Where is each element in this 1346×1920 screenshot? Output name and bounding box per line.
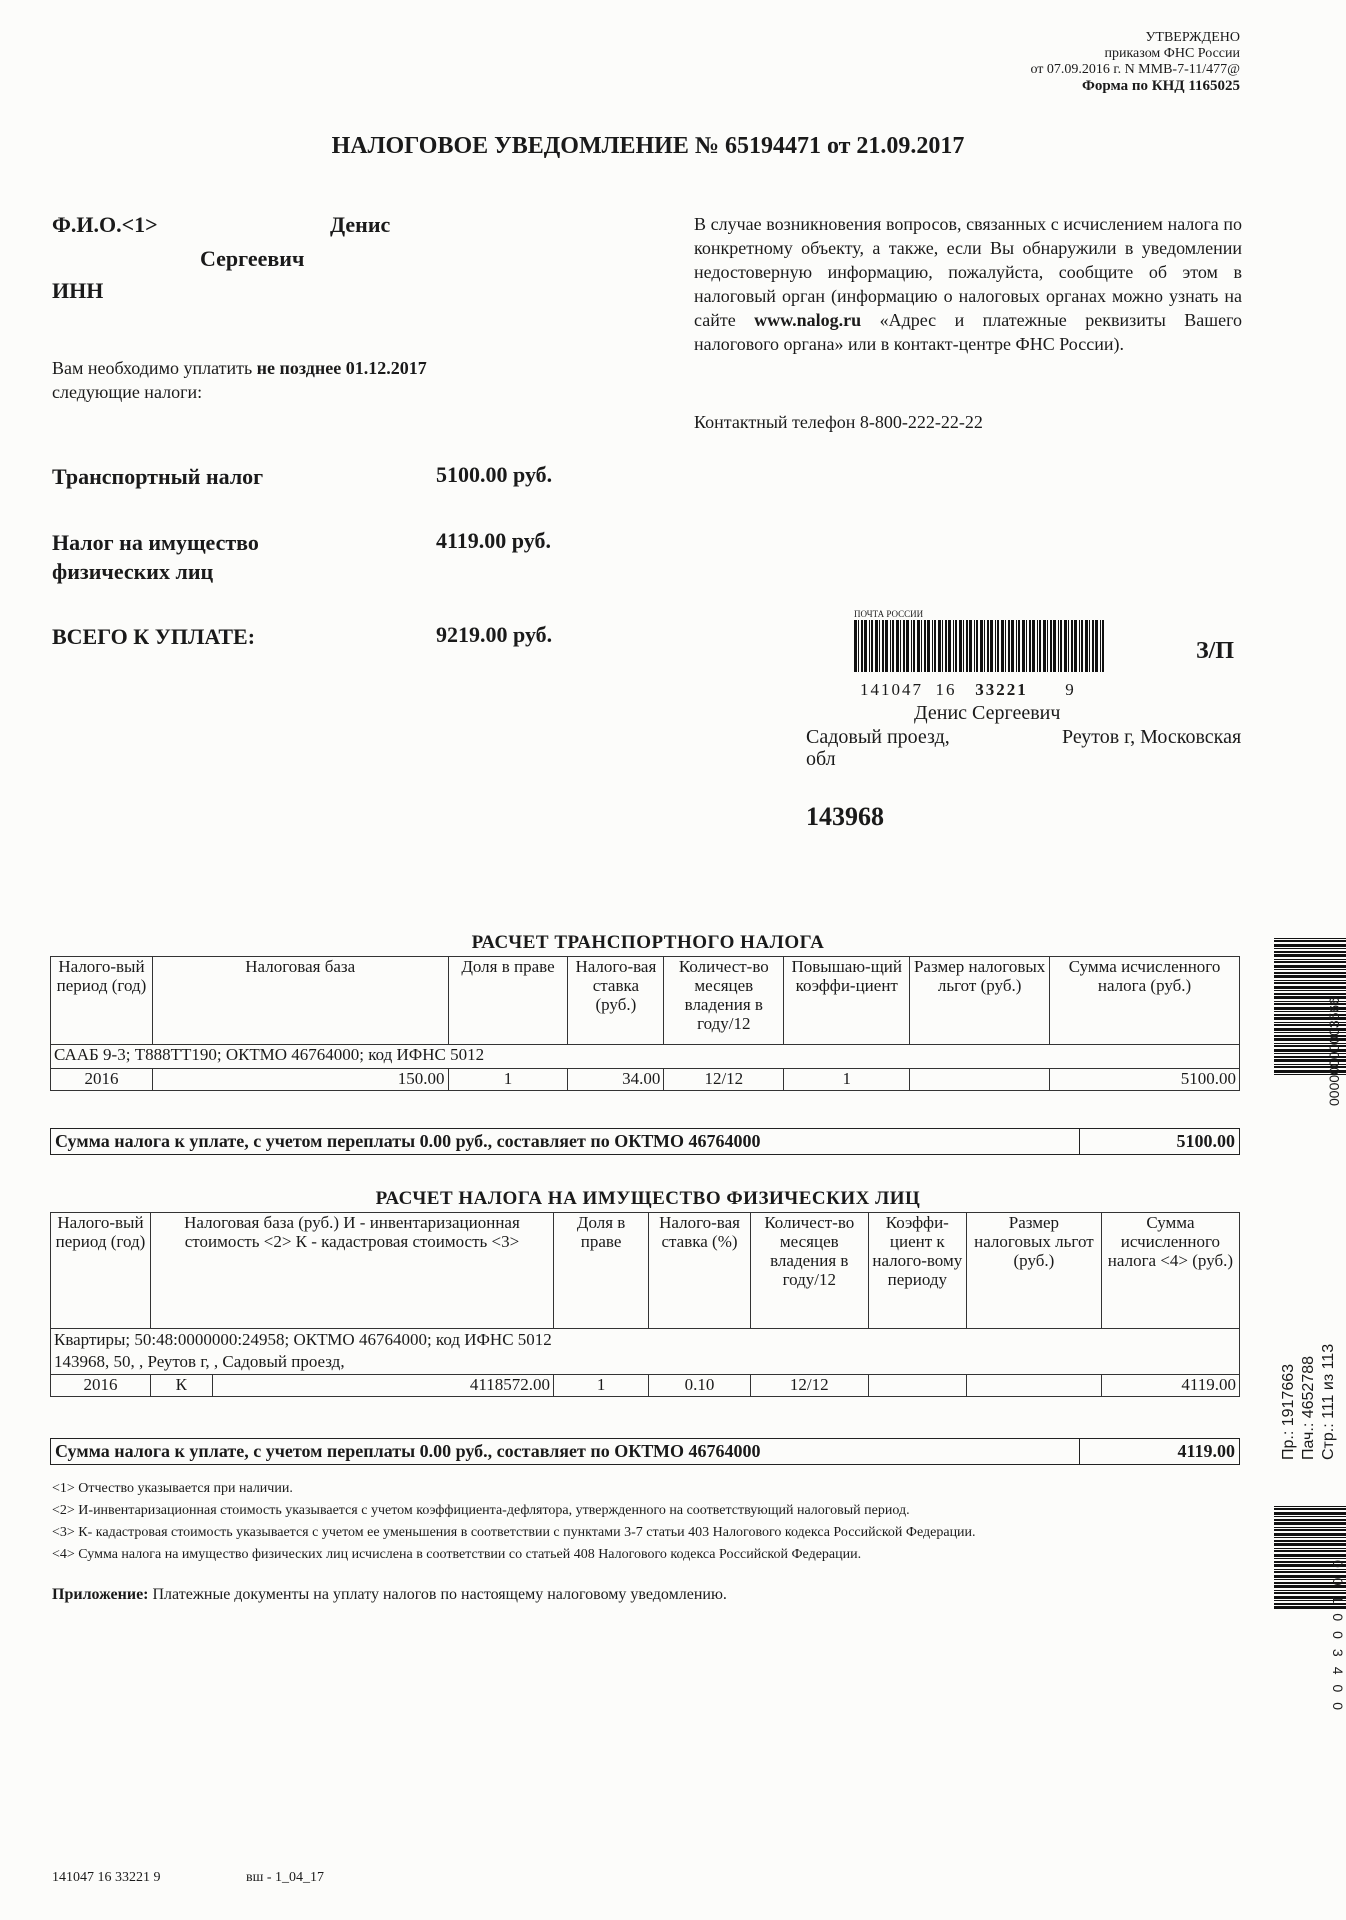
barcode-stripe — [879, 620, 880, 672]
barcode-stripe — [945, 620, 947, 672]
barcode-stripe — [984, 620, 985, 672]
barcode-stripe — [995, 620, 996, 672]
barcode-stripe — [963, 620, 964, 672]
transport-cell-share: 1 — [448, 1069, 568, 1091]
barcode-stripe — [882, 620, 884, 672]
barcode-stripe — [911, 620, 912, 672]
barcode-stripe — [1064, 620, 1067, 672]
barcode-stripe — [875, 620, 878, 672]
barcode-stripe — [1274, 1558, 1346, 1559]
barcode-stripe — [917, 620, 920, 672]
barcode-stripe — [1089, 620, 1090, 672]
barcode-stripe — [1008, 620, 1010, 672]
footnote-4: <4> Сумма налога на имущество физических лиц исчислена в соответствии со статьей 408 Налогового кодекса Российской Федерации. — [52, 1547, 862, 1562]
barcode-stripe — [938, 620, 941, 672]
contact-phone: Контактный телефон 8-800-222-22-22 — [694, 412, 983, 432]
footer-version: вш - 1_04_17 — [246, 1870, 325, 1885]
payment-line2: следующие налоги: — [52, 382, 203, 402]
barcode-stripe — [1022, 620, 1025, 672]
barcode-stripe — [1016, 620, 1017, 672]
side-pr: Пр.: 1917663 — [1280, 1363, 1297, 1460]
property-header-base: Налоговая база (руб.) И - инвентаризационная стоимость <2> К - кадастровая стоимость <3> — [150, 1213, 553, 1329]
barcode-stripe — [1274, 980, 1346, 981]
barcode-stripe — [1274, 965, 1346, 968]
payment-instruction — [52, 356, 427, 404]
side-barcode-digits: 00000000003566 — [1326, 996, 1342, 1106]
transport-cell-period: 2016 — [51, 1069, 153, 1091]
property-table — [50, 1212, 1240, 1397]
barcode-stripe — [1274, 954, 1346, 957]
barcode-stripe — [1274, 1508, 1346, 1510]
transport-header-months: Количест-во месяцев владения в году/12 — [664, 957, 784, 1045]
transport-cell-rate: 34.00 — [568, 1069, 664, 1091]
barcode-stripe — [934, 620, 936, 672]
property-header-months: Количест-во месяцев владения в году/12 — [750, 1213, 868, 1329]
barcode-stripe — [1071, 620, 1073, 672]
appendix-text: Платежные документы на уплату налогов по настоящему налоговому уведомлению. — [148, 1586, 727, 1603]
approved-label: УТВЕРЖДЕНО — [1145, 30, 1240, 45]
barcode-stripe — [1274, 993, 1346, 995]
transport-header-period: Налого-вый период (год) — [51, 957, 153, 1045]
barcode-stripe — [1274, 1550, 1346, 1552]
barcode-stripe — [1100, 620, 1101, 672]
barcode-stripe — [1074, 620, 1077, 672]
total-label: ВСЕГО К УПЛАТЕ: — [52, 624, 256, 649]
property-cell-benefits — [966, 1375, 1101, 1397]
barcode-stripe — [861, 620, 863, 672]
transport-header-benefits: Размер налоговых льгот (руб.) — [910, 957, 1050, 1045]
barcode-stripe — [1274, 1512, 1346, 1515]
transport-table — [50, 956, 1240, 1091]
barcode-stripe — [1274, 938, 1346, 939]
property-cell-months: 12/12 — [750, 1375, 868, 1397]
tax-label-transport: Транспортный налог — [52, 464, 264, 489]
barcode-stripe — [1274, 1537, 1346, 1538]
barcode-stripe — [1274, 961, 1346, 963]
barcode-stripe — [1039, 620, 1041, 672]
barcode-stripe — [892, 620, 894, 672]
tax-label-property: Налог на имущество физических лиц — [52, 530, 259, 584]
transport-header-base: Налоговая база — [152, 957, 448, 1045]
property-header-sum: Сумма исчисленного налога <4> (руб.) — [1101, 1213, 1239, 1329]
side-pach: Пач.: 4652788 — [1300, 1355, 1317, 1460]
barcode-part-a: 141047 — [860, 680, 923, 699]
barcode-stripe — [1274, 986, 1346, 989]
info-site-link: www.nalog.ru — [754, 310, 862, 330]
recipient-city: Реутов г, Московская — [1062, 726, 1242, 748]
property-header-benefits: Размер налоговых льгот (руб.) — [966, 1213, 1101, 1329]
appendix — [52, 1586, 727, 1604]
barcode-stripe — [1079, 620, 1080, 672]
barcode-part-d: 9 — [1065, 680, 1076, 699]
barcode-stripe — [1068, 620, 1069, 672]
transport-header-share: Доля в праве — [448, 957, 568, 1045]
barcode-stripe — [903, 620, 905, 672]
transport-cell-sum: 5100.00 — [1050, 1069, 1240, 1091]
barcode-stripe — [1274, 969, 1346, 970]
barcode-stripe — [1274, 1548, 1346, 1549]
barcode-stripe — [1274, 951, 1346, 953]
barcode-stripe — [990, 620, 993, 672]
barcode-stripe — [997, 620, 999, 672]
transport-header-rate: Налого-вая ставка (руб.) — [568, 957, 664, 1045]
barcode-stripe — [1274, 972, 1346, 974]
document-title: НАЛОГОВОЕ УВЕДОМЛЕНИЕ № 65194471 от 21.09.2017 — [331, 133, 965, 159]
footer-code: 141047 16 33221 9 — [52, 1870, 161, 1885]
barcode-stripe — [890, 620, 891, 672]
barcode-stripe — [1274, 1527, 1346, 1528]
barcode-stripe — [1095, 620, 1098, 672]
table-row — [51, 1375, 1240, 1397]
property-object-line1: Квартиры; 50:48:0000000:24958; ОКТМО 46764000; код ИФНС 5012 — [54, 1330, 552, 1349]
property-cell-period: 2016 — [51, 1375, 151, 1397]
order-date: от 07.09.2016 г. N ММВ-7-11/477@ — [1030, 62, 1240, 77]
barcode-stripe — [953, 620, 954, 672]
barcode-stripe — [871, 620, 873, 672]
barcode-stripe — [955, 620, 957, 672]
barcode-stripe — [1274, 975, 1346, 978]
property-cell-rate: 0.10 — [649, 1375, 751, 1397]
barcode-stripe — [896, 620, 899, 672]
barcode-stripe — [1274, 959, 1346, 960]
barcode-stripe — [1047, 620, 1048, 672]
barcode-stripe — [1274, 1540, 1346, 1542]
barcode-stripe — [1081, 620, 1083, 672]
barcode-stripe — [906, 620, 909, 672]
barcode-stripe — [1026, 620, 1027, 672]
footnote-3: <3> К- кадастровая стоимость указывается с учетом ее уменьшения в соответствии с пунктами 3-7 статьи 403 Налогового кодекса Российской Федерации. — [52, 1525, 976, 1540]
property-cell-sum: 4119.00 — [1101, 1375, 1239, 1397]
barcode-stripe — [1274, 1554, 1346, 1557]
barcode-stripe — [1058, 620, 1059, 672]
property-cell-coef — [868, 1375, 966, 1397]
barcode-part-c: 33221 — [975, 680, 1028, 699]
payment-deadline: не позднее 01.12.2017 — [256, 358, 427, 378]
barcode-stripe — [1085, 620, 1088, 672]
transport-section-title: РАСЧЕТ ТРАНСПОРТНОГО НАЛОГА — [471, 932, 825, 953]
barcode-stripe — [1029, 620, 1031, 672]
property-sum-label: Сумма налога к уплате, с учетом переплаты 0.00 руб., составляет по ОКТМО 46764000 — [51, 1439, 1080, 1465]
form-code: Форма по КНД 1165025 — [1081, 78, 1240, 94]
barcode-stripe — [976, 620, 978, 672]
recipient-zip: 143968 — [806, 802, 884, 831]
property-section-title: РАСЧЕТ НАЛОГА НА ИМУЩЕСТВО ФИЗИЧЕСКИХ ЛИЦ — [375, 1188, 921, 1209]
barcode-stripe — [932, 620, 933, 672]
property-cell-base: 4118572.00 — [212, 1375, 553, 1397]
barcode-stripe — [1037, 620, 1038, 672]
transport-cell-months: 12/12 — [664, 1069, 784, 1091]
taxpayer-name-first: Денис — [330, 212, 391, 237]
transport-object: СААБ 9-3; Т888ТТ190; ОКТМО 46764000; код ИФНС 5012 — [51, 1045, 1240, 1069]
barcode-stripe — [1274, 1522, 1346, 1525]
barcode-stripe — [858, 620, 859, 672]
barcode-stripe — [966, 620, 968, 672]
barcode-stripe — [927, 620, 930, 672]
transport-cell-base: 150.00 — [152, 1069, 448, 1091]
transport-header-coef: Повышаю-щий коэффи-циент — [784, 957, 910, 1045]
barcode-stripe — [948, 620, 951, 672]
barcode-stripe — [1102, 620, 1104, 672]
property-header-period: Налого-вый период (год) — [51, 1213, 151, 1329]
barcode-stripe — [1005, 620, 1006, 672]
barcode-stripe — [1274, 1516, 1346, 1517]
delivery-mark: З/П — [1196, 638, 1235, 664]
property-object-line2: 143968, 50, , Реутов г, , Садовый проезд, — [54, 1352, 345, 1371]
barcode-stripe — [987, 620, 989, 672]
barcode-stripe — [1060, 620, 1062, 672]
total-amount: 9219.00 руб. — [436, 622, 553, 647]
property-cell-base-type: К — [150, 1375, 212, 1397]
inn-label: ИНН — [52, 278, 104, 303]
taxpayer-name-patronymic: Сергеевич — [200, 246, 305, 271]
barcode-stripe — [864, 620, 867, 672]
barcode-stripe — [942, 620, 943, 672]
side-str: Стр.: 111 из 113 — [1320, 1343, 1337, 1460]
order-label: приказом ФНС России — [1104, 46, 1240, 61]
tax-amount-transport: 5100.00 руб. — [436, 462, 553, 487]
info-text-1: В случае возникновения вопросов, связанных с исчислением налога по конкретному объекту, а также, если Вы обнаружили в уведомлении недостоверную информацию, пожалуйста, сообщите об этом в налоговый орган (информацию о налоговых органах можно узнать на сайте — [694, 214, 1242, 330]
barcode-stripe — [1274, 990, 1346, 991]
barcode-stripe — [921, 620, 922, 672]
barcode-stripe — [1018, 620, 1020, 672]
barcode-part-b: 16 — [935, 680, 957, 699]
barcode-stripe — [1050, 620, 1052, 672]
recipient-street: Садовый проезд, — [806, 726, 950, 748]
property-header-share: Доля в праве — [554, 1213, 649, 1329]
recipient-name: Денис Сергеевич — [914, 702, 1061, 724]
barcode-stripe — [900, 620, 901, 672]
table-row — [51, 1069, 1240, 1091]
barcode-stripe — [1274, 1533, 1346, 1536]
barcode-stripe — [1274, 948, 1346, 949]
tax-amount-property: 4119.00 руб. — [436, 528, 551, 553]
barcode-stripe — [924, 620, 926, 672]
barcode-stripe — [885, 620, 888, 672]
barcode-stripe — [1274, 1519, 1346, 1521]
property-cell-share: 1 — [554, 1375, 649, 1397]
property-header-rate: Налого-вая ставка (%) — [649, 1213, 751, 1329]
barcode-stripe — [959, 620, 962, 672]
barcode-stripe — [1274, 1529, 1346, 1531]
transport-sum-table — [50, 1128, 1240, 1155]
barcode-stripe — [1001, 620, 1004, 672]
barcode-stripe — [1032, 620, 1035, 672]
info-text-2: «Адрес и платежные реквизиты Вашего налогового органа» или в контакт-центре ФНС России). — [694, 310, 1243, 354]
barcode-stripe — [1274, 940, 1346, 942]
info-paragraph — [694, 212, 1242, 356]
property-object — [51, 1329, 1240, 1375]
payment-line1-pre: Вам необходимо уплатить — [52, 358, 257, 378]
barcode-stripe — [1274, 944, 1346, 947]
barcode-stripe — [974, 620, 975, 672]
barcode-stripe — [1274, 982, 1346, 984]
post-label: ПОЧТА РОССИИ — [854, 609, 924, 619]
transport-sum-value: 5100.00 — [1080, 1129, 1240, 1155]
barcode-stripe — [1274, 1543, 1346, 1546]
approval-block — [1030, 30, 1240, 94]
barcode-stripe — [980, 620, 983, 672]
footnote-2: <2> И-инвентаризационная стоимость указывается с учетом коэффициента-дефлятора, утвержденного на соответствующий налоговый период. — [52, 1503, 910, 1518]
transport-cell-benefits — [910, 1069, 1050, 1091]
barcode-stripe — [1011, 620, 1014, 672]
recipient-region: обл — [806, 748, 836, 770]
barcode-stripe — [854, 620, 857, 672]
barcode-stripe — [969, 620, 972, 672]
property-sum-table — [50, 1438, 1240, 1465]
barcode-stripe — [1053, 620, 1056, 672]
transport-sum-label: Сумма налога к уплате, с учетом переплаты 0.00 руб., составляет по ОКТМО 46764000 — [51, 1129, 1080, 1155]
property-header-coef: Коэффи-циент к налого-вому периоду — [868, 1213, 966, 1329]
footnotes — [52, 1478, 976, 1566]
barcode-stripe — [913, 620, 915, 672]
property-sum-value: 4119.00 — [1080, 1439, 1240, 1465]
side-digits-bottom: 001003400 — [1330, 1560, 1346, 1721]
barcode-stripe — [1092, 620, 1094, 672]
fio-label: Ф.И.О.<1> — [52, 212, 158, 237]
barcode-stripe — [869, 620, 870, 672]
transport-cell-coef: 1 — [784, 1069, 910, 1091]
transport-header-sum: Сумма исчисленного налога (руб.) — [1050, 957, 1240, 1045]
postal-barcode-digits — [860, 680, 1076, 700]
appendix-label: Приложение: — [52, 1586, 149, 1603]
footnote-1: <1> Отчество указывается при наличии. — [52, 1481, 293, 1496]
barcode-stripe — [1274, 1506, 1346, 1507]
postal-barcode — [854, 620, 1150, 672]
barcode-stripe — [1043, 620, 1046, 672]
